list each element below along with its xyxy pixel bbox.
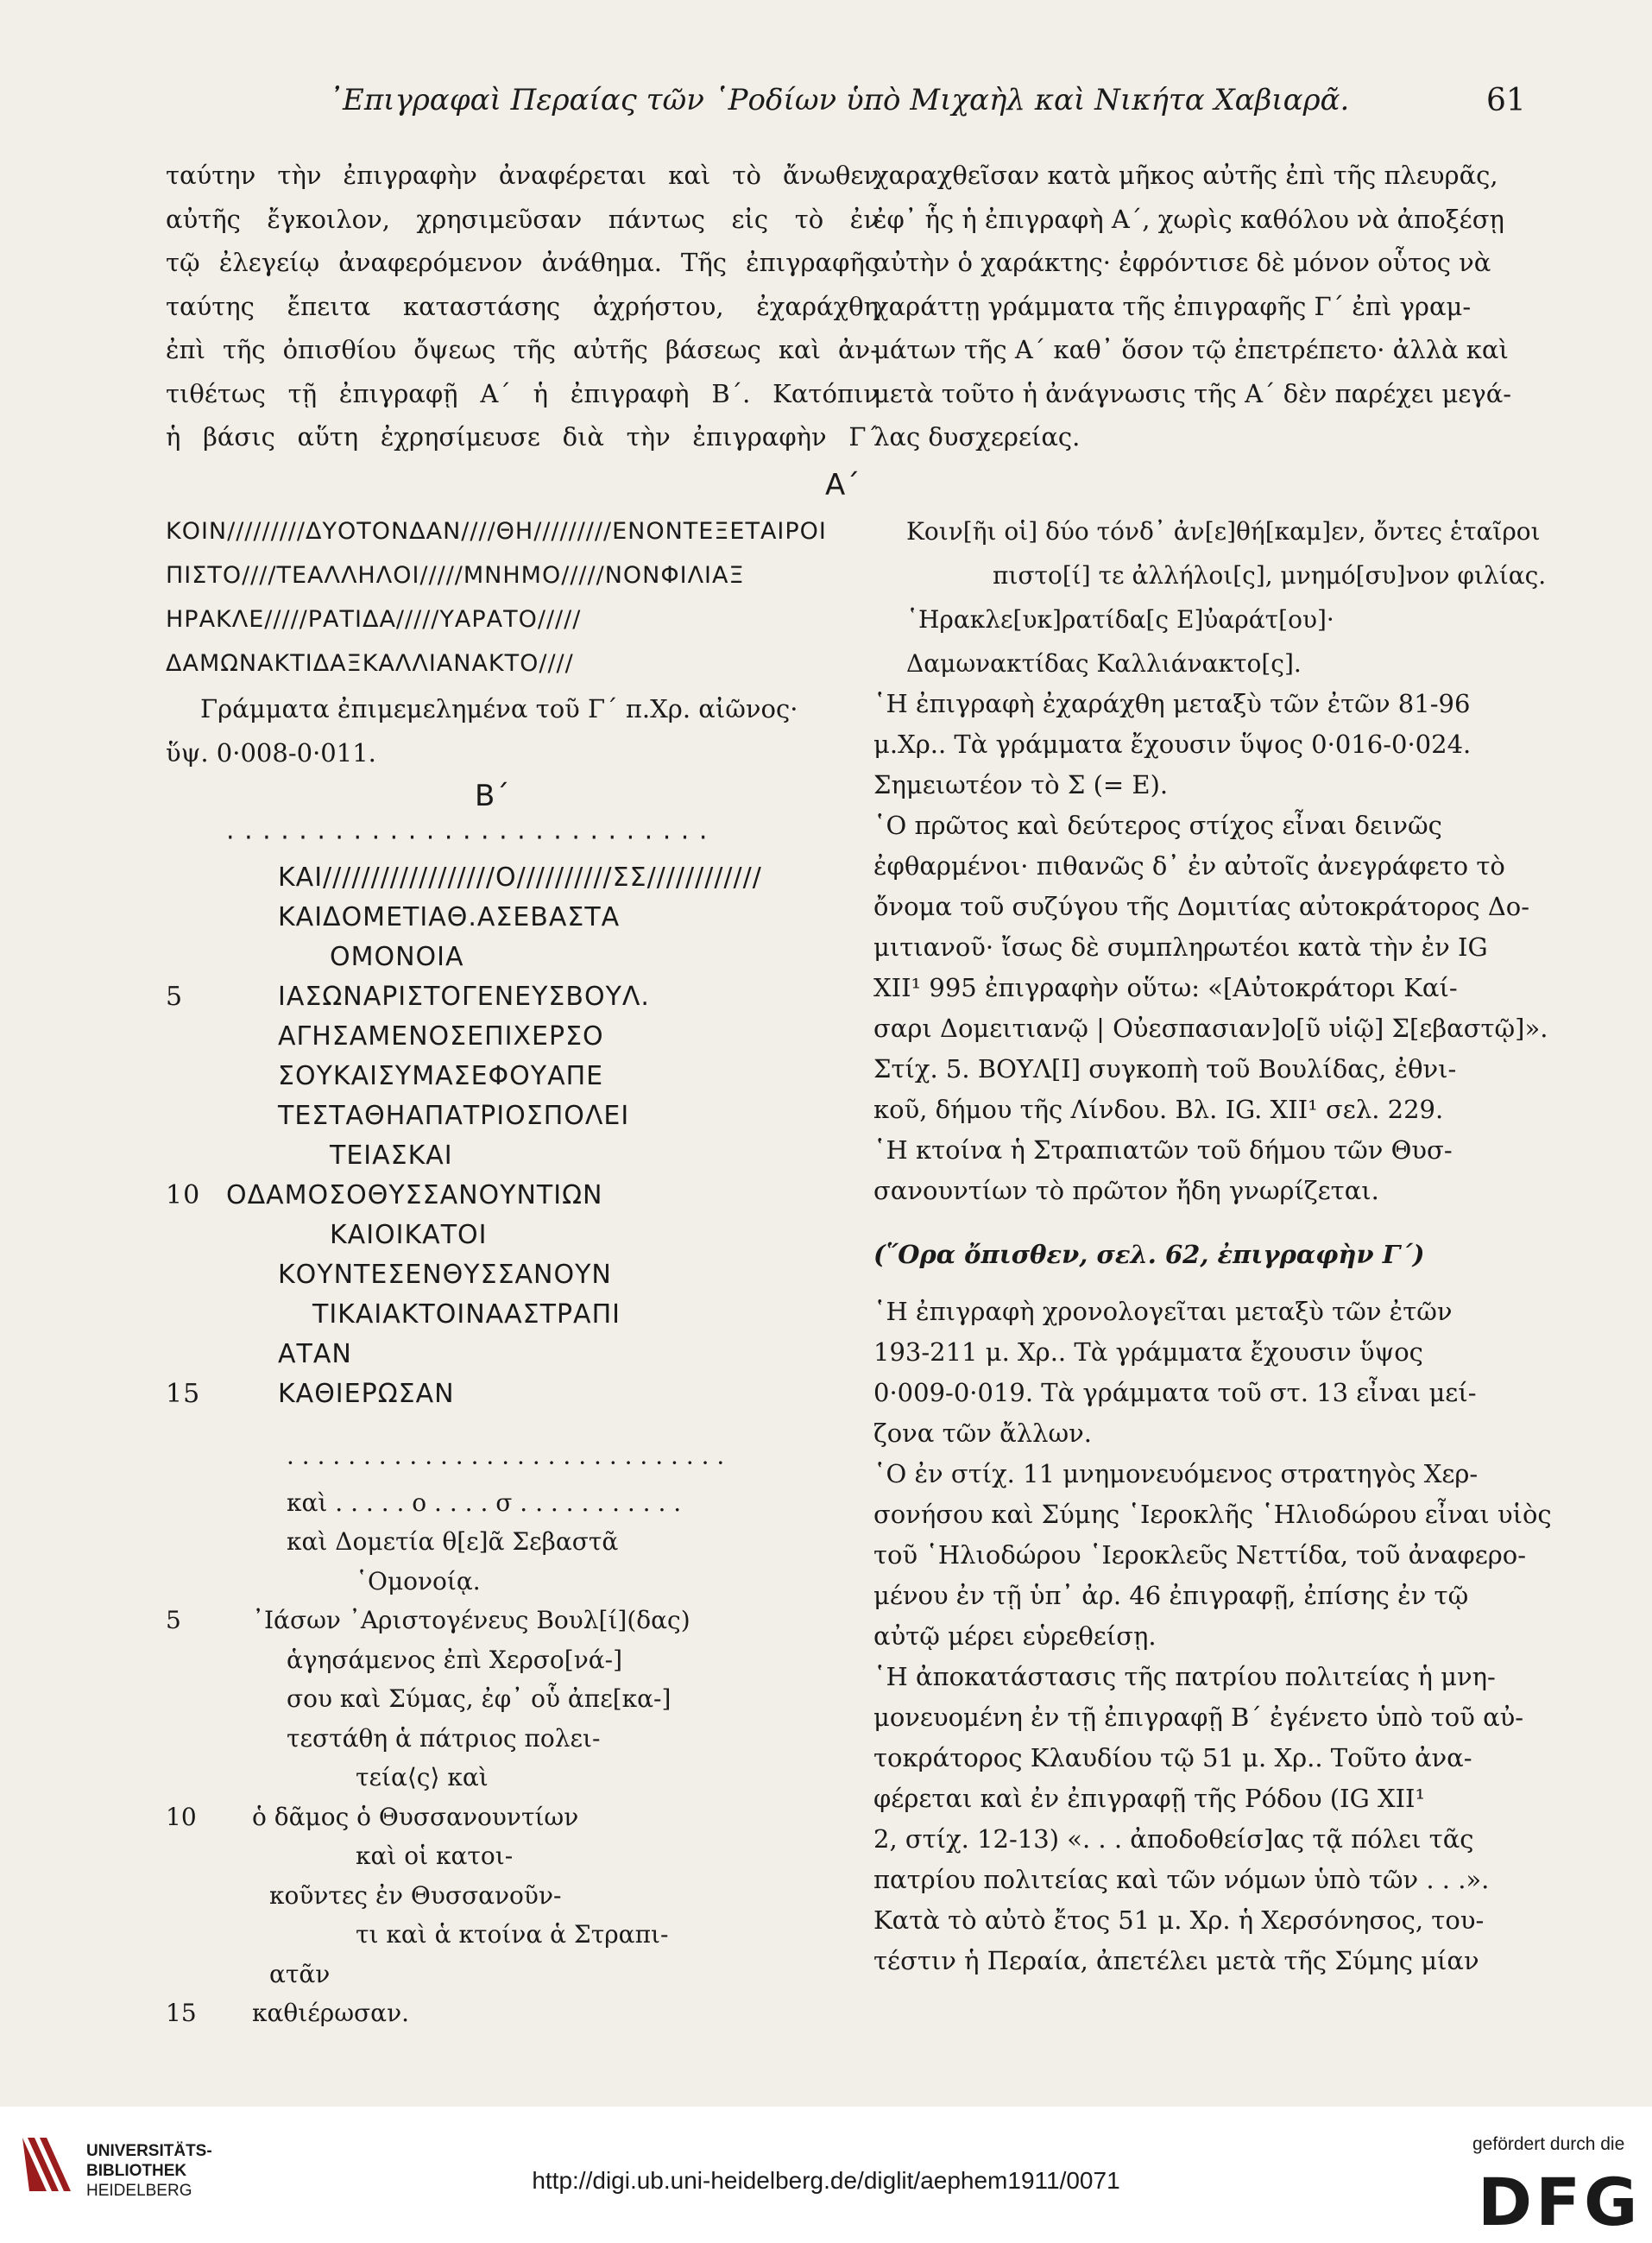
transcription-line: τεστάθη ἁ πάτριος πολει- (287, 1723, 601, 1753)
right-commentary-1 (873, 684, 1548, 1211)
transcription-line: τεία⟨ς⟩ καὶ (356, 1763, 489, 1791)
text-line: ὕψ. 0·008-0·011. (166, 737, 376, 768)
inscription-line: ΣΟΥΚΑΙΣΥΜΑΣΕΦΟΥΑΠΕ (278, 1061, 604, 1091)
text-line: μιτιανοῦ· ἴσως δὲ συμπληρωτέοι κατὰ τὴν ἐν IG (873, 932, 1488, 962)
inscription-row (226, 1057, 762, 1096)
dfg-logo: DFG (1478, 2164, 1642, 2240)
transcription-line: ὁ δᾶμος ὁ Θυσσανουντίων (252, 1802, 579, 1831)
right-commentary-2 (873, 1292, 1552, 1981)
text-line: τοκράτορος Κλαυδίου τῷ 51 μ. Χρ.. Τοῦτο ἀνα- (873, 1743, 1472, 1772)
permalink[interactable]: http://digi.ub.uni-heidelberg.de/diglit/aephem1911/0071 (532, 2167, 1120, 2194)
inscription-a-note (166, 687, 856, 774)
transcription-row: 10 ὁ δᾶμος ὁ Θυσσανουντίων (166, 1802, 579, 1831)
transcription-row (226, 1522, 724, 1562)
library-name-line: UNIVERSITÄTS- (86, 2142, 212, 2160)
text-line: τοῦ ῾Ηλιοδώρου ῾Ιεροκλεῦς Νεττίδα, τοῦ ἀναφερο- (873, 1540, 1527, 1570)
transcription-line: καθιέρωσαν. (252, 1999, 409, 2027)
transcription-line: ἁγησάμενος ἐπὶ Χερσο[νά-] (287, 1645, 623, 1674)
transcription-row (226, 1876, 724, 1916)
inscription-row: 15 ΚΑΘΙΕΡΩΣΑΝ (166, 1379, 455, 1409)
inscription-line: ΚΑΙΔΟΜΕΤΙΑΘ.ΑΣΕΒΑΣΤΑ (278, 902, 621, 932)
inscription-row: 5 ΙΑΣΩΝΑΡΙΣΤΟΓΕΝΕΥΣΒΟΥΛ. (166, 982, 650, 1012)
text-line: τῷ ἐλεγείῳ ἀναφερόμενον ἀνάθημα. Τῆς ἐπιγραφῆς (166, 248, 879, 277)
transcription-line: καὶ Δομετία θ[ε]ᾶ Σεβαστᾶ (287, 1527, 619, 1556)
inscription-row (226, 818, 762, 858)
transcription-row (226, 1679, 724, 1719)
text-line: μένου ἐν τῇ ὑπ᾿ ἀρ. 46 ἐπιγραφῇ, ἐπίσης ἐν τῷ (873, 1581, 1469, 1610)
transcription-line: πιστο[ί] τε ἀλλήλοι[ς], μνημό[συ]νον φιλίας. (993, 561, 1547, 590)
see-overleaf-note (873, 1233, 1425, 1277)
inscription-line: ΚΟΙΝ/////////ΔΥΟΤΟΝΔΑΝ////ΘΗ/////////ΕΝΟΝΤΕΞΕΤΑΙΡΟΙ (166, 518, 827, 545)
text-line: Γράμματα ἐπιμεμελημένα τοῦ Γ΄ π.Χρ. αἰῶνος· (200, 694, 798, 723)
inscription-line: · · · · · · · · · · · · · · · · · · · · · · · · · · · (226, 823, 709, 853)
page-number: 61 (1486, 83, 1526, 118)
inscription-row (226, 1017, 762, 1057)
text-line: Κατὰ τὸ αὐτὸ ἔτος 51 μ. Χρ. ἡ Χερσόνησος, του- (873, 1905, 1485, 1935)
text-line: αὐτὴν ὁ χαράκτης· ἐφρόντισε δὲ μόνον οὗτος νὰ (873, 248, 1491, 277)
text-line: XII¹ 995 ἐπιγραφὴν οὕτω: «[Αὐτοκράτορι Καί- (873, 973, 1458, 1002)
inscription-line: ΟΜΟΝΟΙΑ (330, 942, 464, 972)
text-line: μετὰ τοῦτο ἡ ἀνάγνωσις τῆς Α΄ δὲν παρέχει μεγά- (873, 378, 1512, 408)
transcription-row (226, 1483, 724, 1523)
inscription-line: ΑΓΗΣΑΜΕΝΟΣΕΠΙΧΕΡΣΟ (278, 1021, 604, 1052)
inscription-line: ΚΑΙΟΙΚΑΤΟΙ (330, 1220, 488, 1250)
inscription-line: ΙΑΣΩΝΑΡΙΣΤΟΓΕΝΕΥΣΒΟΥΛ. (278, 982, 650, 1012)
library-name-line: BIBLIOTHEK (86, 2162, 187, 2180)
text-line: (῞Ορα ὄπισθεν, σελ. 62, ἐπιγραφὴν Γ΄) (873, 1240, 1425, 1269)
library-name-line: HEIDELBERG (86, 2182, 192, 2200)
text-line: ῾Η κτοίνα ἡ Στραπιατῶν τοῦ δήμου τῶν Θυσ- (873, 1135, 1453, 1165)
text-line: αὐτῷ μέρει εὑρεθείσῃ. (873, 1621, 1157, 1651)
viewer-footer (0, 2107, 1652, 2243)
text-line: ταύτην τὴν ἐπιγραφὴν ἀναφέρεται καὶ τὸ ἄνωθεν (166, 161, 879, 190)
text-line: ῾Η ἀποκατάστασις τῆς πατρίου πολιτείας ἡ μνη- (873, 1662, 1496, 1691)
transcription-row (226, 1640, 724, 1680)
running-header: ᾿Επιγραφαὶ Περαίας τῶν ῾Ροδίων ὑπὸ Μιχαὴλ καὶ Νικήτα Χαβιαρᾶ. (328, 83, 1350, 117)
inscription-row (226, 1096, 762, 1136)
text-line: ῾Ο ἐν στίχ. 11 μνημονευόμενος στρατηγὸς Χερ- (873, 1459, 1479, 1488)
text-line: σανουντίων τὸ πρῶτον ἤδη γνωρίζεται. (873, 1176, 1379, 1205)
inscription-row (226, 1255, 762, 1295)
text-line: ἐφθαρμένοι· πιθανῶς δ᾿ ἐν αὐτοῖς ἀνεγράφετο τὸ (873, 851, 1505, 881)
text-line: Σημειωτέον τὸ Σ (= Ε). (873, 770, 1169, 799)
inscription-a-majuscule (166, 509, 875, 686)
text-line: 193-211 μ. Χρ.. Τὰ γράμματα ἔχουσιν ὕψος (873, 1337, 1423, 1367)
right-intro-paragraph (873, 154, 1529, 459)
text-line: ῾Η ἐπιγραφὴ χρονολογεῖται μεταξὺ τῶν ἐτῶν (873, 1297, 1453, 1326)
text-line: πατρίου πολιτείας καὶ τῶν νόμων ὑπὸ τῶν . . .». (873, 1865, 1490, 1894)
transcription-row: 15 καθιέρωσαν. (166, 1999, 409, 2027)
inscription-line: ΔΑΜΩΝΑΚΤΙΔΑΞΚΑΛΛΙΑΝΑΚΤΟ//// (166, 650, 574, 677)
text-line: μάτων τῆς Α΄ καθ᾿ ὅσον τῷ ἐπετρέπετο· ἀλλὰ καὶ (873, 335, 1509, 364)
left-intro-paragraph (166, 154, 879, 459)
text-line: ῾Ο πρῶτος καὶ δεύτερος στίχος εἶναι δεινῶς (873, 811, 1442, 840)
inscription-row (226, 938, 762, 977)
transcription-row (226, 1915, 724, 1955)
transcription-line: ῾Ηρακλε[υκ]ρατίδα[ς Ε]ὐαράτ[ου]· (906, 605, 1334, 634)
transcription-row (226, 1562, 724, 1602)
text-line: ὄνομα τοῦ συζύγου τῆς Δομιτίας αὐτοκράτορος Δο- (873, 892, 1530, 921)
transcription-line: ᾿Ιάσων ᾿Αριστογένευς Βουλ[ί](δας) (252, 1606, 690, 1634)
inscription-b-transcription (166, 1444, 725, 2033)
transcription-line: Κοιν[ῆι οἱ] δύο τόνδ᾿ ἀν[ε]θή[καμ]εν, ὄντες ἑταῖροι (906, 517, 1541, 546)
inscription-line: ΤΙΚΑΙΑΚΤΟΙΝΑΑΣΤΡΑΠΙ (312, 1299, 621, 1330)
transcription-line: · · · · · · · · · · · · · · · · · · · · · · · · · · · · · (287, 1449, 725, 1477)
section-b-label: Β΄ (475, 779, 510, 813)
inscription-line: ΚΑΘΙΕΡΩΣΑΝ (278, 1379, 455, 1409)
funding-note: gefördert durch die (1472, 2134, 1625, 2154)
text-line: χαράττῃ γράμματα τῆς ἐπιγραφῆς Γ΄ ἐπὶ γραμ- (873, 291, 1472, 321)
text-line: χαραχθεῖσαν κατὰ μῆκος αὐτῆς ἐπὶ τῆς πλευρᾶς, (873, 161, 1498, 190)
inscription-row: 10 ΟΔΑΜΟΣΟΘΥΣΣΑΝΟΥΝΤΙΩΝ (166, 1180, 603, 1210)
text-line: σαρι Δομειτιανῷ | Οὐεσπασιαν]ο[ῦ υἱῷ] Σ[εβαστῷ]». (873, 1014, 1548, 1043)
inscription-line: ΚΟΥΝΤΕΣΕΝΘΥΣΣΑΝΟΥΝ (278, 1260, 612, 1290)
inscription-row (226, 1136, 762, 1176)
text-line: Στίχ. 5. ΒΟΥΛ[Ι] συγκοπὴ τοῦ Βουλίδας, ἐθνι- (873, 1054, 1457, 1084)
text-line: ἐφ᾿ ἧς ἡ ἐπιγραφὴ Α΄, χωρὶς καθόλου νὰ ἀποξέσῃ (873, 204, 1504, 234)
transcription-row: 5 ᾿Ιάσων ᾿Αριστογένευς Βουλ[ί](δας) (166, 1606, 690, 1634)
section-a-label: Α΄ (825, 468, 861, 502)
transcription-line: σου καὶ Σύμας, ἐφ᾿ οὗ ἀπε[κα-] (287, 1684, 672, 1713)
text-line: ζονα τῶν ἄλλων. (873, 1418, 1092, 1448)
inscription-row (226, 1216, 762, 1255)
inscription-line: ΚΑΙ//////////////////Ο//////////ΣΣ//////////// (278, 862, 762, 893)
transcription-line: τι καὶ ἁ κτοίνα ἁ Στραπι- (356, 1920, 669, 1949)
transcription-line: ατᾶν (269, 1959, 331, 1988)
text-line: ῾Η ἐπιγραφὴ ἐχαράχθη μεταξὺ τῶν ἐτῶν 81-96 (873, 689, 1471, 718)
transcription-row (226, 1444, 724, 1483)
text-line: λας δυσχερείας. (873, 422, 1081, 452)
text-line: μονευομένη ἐν τῇ ἐπιγραφῇ Β΄ ἐγένετο ὑπὸ τοῦ αὐ- (873, 1703, 1524, 1732)
inscription-line: ΠΙΣΤΟ////ΤΕΑΛΛΗΛΟΙ/////ΜΝΗΜΟ/////ΝΟΝΦΙΛΙΑΞ (166, 562, 745, 589)
transcription-row (226, 1836, 724, 1876)
transcription-line: καὶ . . . . . ο . . . . σ . . . . . . . . . . . (287, 1488, 682, 1517)
inscription-row (226, 1335, 762, 1374)
transcription-line: ῾Ομονοίᾳ. (356, 1566, 481, 1595)
text-line: τέστιν ἡ Περαία, ἀπετέλει μετὰ τῆς Σύμης μίαν (873, 1946, 1479, 1975)
text-line: 0·009-0·019. Τὰ γράμματα τοῦ στ. 13 εἶναι μεί- (873, 1378, 1477, 1407)
transcription-row (226, 1758, 724, 1798)
text-line: 2, στίχ. 12-13) «. . . ἀποδοθείσ]ας τᾷ πόλει τᾶς (873, 1824, 1474, 1854)
text-line: ἐπὶ τῆς ὀπισθίου ὄψεως τῆς αὐτῆς βάσεως καὶ ἀν- (166, 335, 879, 364)
text-line: ἡ βάσις αὕτη ἐχρησίμευσε διὰ τὴν ἐπιγραφὴν Γ΄ (166, 422, 879, 452)
transcription-line: κοῦντες ἐν Θυσσανοῦν- (269, 1880, 562, 1910)
inscription-row (226, 898, 762, 938)
transcription-line: Δαμωνακτίδας Καλλιάνακτο[ς]. (906, 649, 1302, 678)
text-line: κοῦ, δήμου τῆς Λίνδου. Βλ. IG. XII¹ σελ. 229. (873, 1095, 1444, 1124)
text-line: μ.Χρ.. Τὰ γράμματα ἔχουσιν ὕψος 0·016-0·024. (873, 730, 1472, 759)
text-line: τιθέτως τῇ ἐπιγραφῇ Α΄ ἡ ἐπιγραφὴ Β΄. Κατόπιν (166, 378, 879, 408)
inscription-line: ΗΡΑΚΛΕ/////ΡΑΤΙΔΑ/////ΥΑΡΑΤΟ///// (166, 606, 582, 633)
inscription-line: ΟΔΑΜΟΣΟΘΥΣΣΑΝΟΥΝΤΙΩΝ (226, 1180, 603, 1210)
inscription-row (226, 1295, 762, 1335)
inscription-b-majuscule (166, 818, 762, 1414)
text-line: ταύτης ἔπειτα καταστάσης ἀχρήστου, ἐχαράχθη (166, 291, 879, 321)
transcription-row (226, 1955, 724, 1994)
inscription-line: ΑΤΑΝ (278, 1339, 352, 1369)
inscription-a-transcription (906, 509, 1546, 686)
inscription-row (226, 858, 762, 898)
text-line: φέρεται καὶ ἐν ἐπιγραφῇ τῆς Ρόδου (IG XII¹ (873, 1784, 1426, 1813)
inscription-line: ΤΕΣΤΑΘΗΑΠΑΤΡΙΟΣΠΟΛΕΙ (278, 1101, 630, 1131)
inscription-line: ΤΕΙΑΣΚΑΙ (330, 1140, 453, 1171)
text-line: αὐτῆς ἔγκοιλον, χρησιμεῦσαν πάντως εἰς τὸ ἐν (166, 204, 879, 234)
text-line: σονήσου καὶ Σύμης ῾Ιεροκλῆς ῾Ηλιοδώρου εἶναι υἱὸς (873, 1500, 1552, 1529)
transcription-row (226, 1719, 724, 1759)
transcription-line: καὶ οἱ κατοι- (356, 1842, 514, 1870)
